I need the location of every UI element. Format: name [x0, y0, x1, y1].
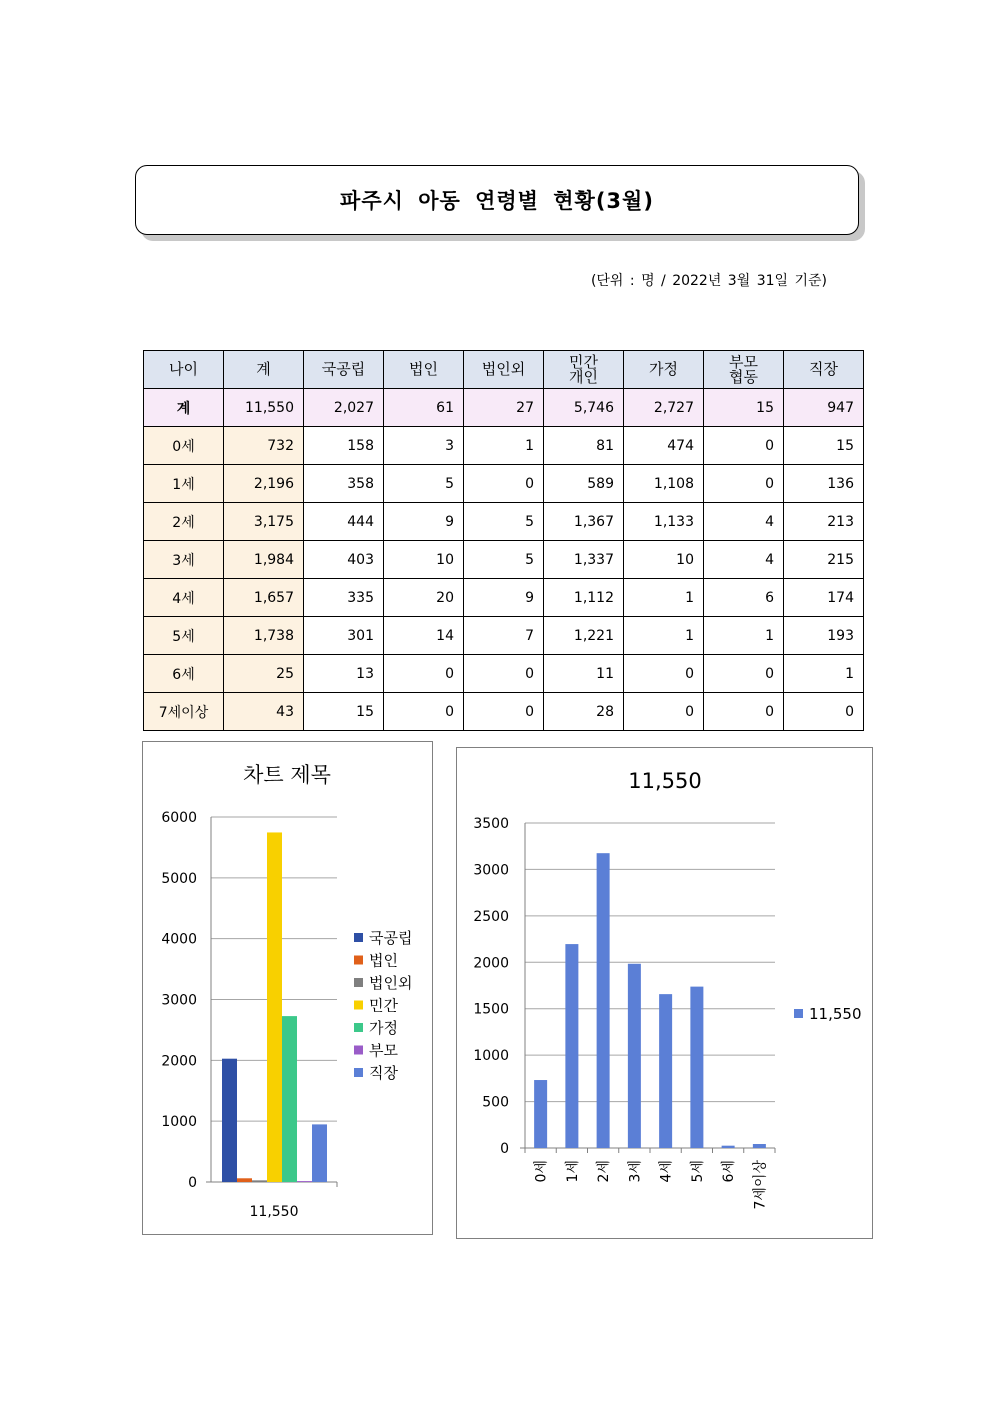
value-cell: 1,984 [224, 541, 304, 579]
bar-법인 [237, 1178, 252, 1182]
y-tick-label: 3000 [473, 862, 509, 879]
value-cell: 213 [784, 503, 864, 541]
value-cell: 1,221 [544, 617, 624, 655]
value-cell: 0 [464, 655, 544, 693]
value-cell: 1 [624, 617, 704, 655]
value-cell: 1,367 [544, 503, 624, 541]
legend-swatch [354, 1001, 363, 1010]
x-tick-label: 4세 [658, 1160, 675, 1183]
y-tick-label: 4000 [161, 931, 197, 948]
y-tick-label: 6000 [161, 810, 197, 826]
bar-부모 [297, 1181, 312, 1182]
y-tick-label: 3500 [473, 816, 509, 832]
age-cell: 4세 [144, 579, 224, 617]
age-cell: 계 [144, 389, 224, 427]
legend-label: 민간 [369, 996, 398, 1015]
age-distribution-chart-svg [457, 748, 872, 1238]
age-cell: 3세 [144, 541, 224, 579]
value-cell: 215 [784, 541, 864, 579]
y-tick-label: 5000 [161, 870, 197, 887]
bar-4세 [659, 994, 672, 1148]
legend-swatch [354, 933, 363, 942]
column-header: 국공립 [304, 351, 384, 389]
value-cell: 14 [384, 617, 464, 655]
y-tick-label: 3000 [161, 992, 197, 1009]
value-cell: 15 [704, 389, 784, 427]
value-cell: 15 [784, 427, 864, 465]
value-cell: 1,337 [544, 541, 624, 579]
legend-swatch [354, 1068, 363, 1077]
table-header-row [144, 351, 864, 389]
bar-2세 [597, 853, 610, 1148]
table-row [144, 541, 864, 579]
legend-label: 국공립 [369, 929, 413, 947]
column-header: 부모 협동 [704, 351, 784, 389]
column-header: 계 [224, 351, 304, 389]
x-tick-label: 11,550 [249, 1204, 299, 1220]
value-cell: 0 [704, 655, 784, 693]
value-cell: 5,746 [544, 389, 624, 427]
value-cell: 28 [544, 693, 624, 731]
legend-label: 11,550 [809, 1005, 862, 1023]
x-tick-label: 7세이상 [752, 1160, 769, 1210]
value-cell: 301 [304, 617, 384, 655]
value-cell: 9 [464, 579, 544, 617]
legend-label: 부모 [369, 1041, 398, 1060]
value-cell: 403 [304, 541, 384, 579]
bar-5세 [690, 987, 703, 1148]
value-cell: 0 [704, 427, 784, 465]
value-cell: 335 [304, 579, 384, 617]
value-cell: 5 [464, 541, 544, 579]
value-cell: 1,657 [224, 579, 304, 617]
value-cell: 1,108 [624, 465, 704, 503]
value-cell: 1,738 [224, 617, 304, 655]
value-cell: 1 [464, 427, 544, 465]
bar-직장 [312, 1124, 327, 1182]
provider-type-chart [142, 741, 433, 1235]
value-cell: 5 [384, 465, 464, 503]
value-cell: 2,027 [304, 389, 384, 427]
age-distribution-chart [456, 747, 873, 1239]
value-cell: 0 [784, 693, 864, 731]
age-cell: 6세 [144, 655, 224, 693]
column-header: 법인외 [464, 351, 544, 389]
legend-label: 법인 [369, 951, 398, 970]
legend-swatch [354, 978, 363, 987]
value-cell: 0 [624, 655, 704, 693]
unit-note: (단위 : 명 / 2022년 3월 31일 기준) [590, 273, 827, 289]
value-cell: 10 [624, 541, 704, 579]
bar-법인외 [252, 1180, 267, 1182]
value-cell: 1 [624, 579, 704, 617]
bar-1세 [565, 944, 578, 1148]
y-tick-label: 2000 [161, 1053, 197, 1070]
value-cell: 358 [304, 465, 384, 503]
bar-가정 [282, 1016, 297, 1182]
bar-3세 [628, 964, 641, 1148]
page-title: 파주시 아동 연령별 현황(3월) [340, 189, 654, 213]
value-cell: 1 [704, 617, 784, 655]
value-cell: 15 [304, 693, 384, 731]
value-cell: 0 [624, 693, 704, 731]
value-cell: 6 [704, 579, 784, 617]
value-cell: 732 [224, 427, 304, 465]
value-cell: 0 [384, 655, 464, 693]
x-tick-label: 6세 [721, 1160, 738, 1183]
value-cell: 136 [784, 465, 864, 503]
bar-국공립 [222, 1059, 237, 1182]
column-header: 가정 [624, 351, 704, 389]
value-cell: 7 [464, 617, 544, 655]
legend-swatch [354, 956, 363, 965]
value-cell: 5 [464, 503, 544, 541]
age-cell: 7세이상 [144, 693, 224, 731]
value-cell: 27 [464, 389, 544, 427]
value-cell: 20 [384, 579, 464, 617]
legend-label: 가정 [369, 1019, 398, 1037]
value-cell: 4 [704, 541, 784, 579]
legend-swatch [354, 1046, 363, 1055]
value-cell: 61 [384, 389, 464, 427]
column-header: 민간 개인 [544, 351, 624, 389]
value-cell: 4 [704, 503, 784, 541]
y-tick-label: 2500 [473, 908, 509, 925]
y-tick-label: 2000 [473, 955, 509, 972]
bar-7세이상 [753, 1144, 766, 1148]
value-cell: 3 [384, 427, 464, 465]
chart-title: 차트 제목 [243, 763, 331, 787]
value-cell: 11,550 [224, 389, 304, 427]
table-row [144, 389, 864, 427]
x-tick-label: 3세 [627, 1160, 644, 1183]
value-cell: 1,112 [544, 579, 624, 617]
value-cell: 589 [544, 465, 624, 503]
chart-title: 11,550 [628, 769, 702, 793]
y-tick-label: 1000 [161, 1114, 197, 1131]
table-row [144, 655, 864, 693]
value-cell: 193 [784, 617, 864, 655]
value-cell: 1 [784, 655, 864, 693]
value-cell: 0 [464, 693, 544, 731]
legend-swatch [794, 1009, 803, 1018]
value-cell: 81 [544, 427, 624, 465]
table-row [144, 693, 864, 731]
column-header: 나이 [144, 351, 224, 389]
y-tick-label: 1500 [473, 1001, 509, 1018]
x-tick-label: 1세 [564, 1160, 581, 1183]
y-tick-label: 0 [188, 1175, 197, 1191]
legend-swatch [354, 1023, 363, 1032]
table-row [144, 427, 864, 465]
bar-민간 [267, 832, 282, 1182]
y-tick-label: 0 [500, 1141, 509, 1157]
value-cell: 0 [704, 693, 784, 731]
value-cell: 1,133 [624, 503, 704, 541]
value-cell: 11 [544, 655, 624, 693]
x-tick-label: 0세 [533, 1160, 550, 1183]
value-cell: 0 [704, 465, 784, 503]
value-cell: 947 [784, 389, 864, 427]
column-header: 직장 [784, 351, 864, 389]
value-cell: 0 [464, 465, 544, 503]
age-stats-table [143, 350, 864, 731]
value-cell: 25 [224, 655, 304, 693]
y-tick-label: 500 [482, 1094, 509, 1111]
value-cell: 174 [784, 579, 864, 617]
value-cell: 474 [624, 427, 704, 465]
table-row [144, 617, 864, 655]
column-header: 법인 [384, 351, 464, 389]
x-tick-label: 2세 [596, 1160, 613, 1183]
table-row [144, 579, 864, 617]
table-row [144, 465, 864, 503]
title-box [135, 165, 859, 235]
age-cell: 0세 [144, 427, 224, 465]
value-cell: 444 [304, 503, 384, 541]
value-cell: 3,175 [224, 503, 304, 541]
x-tick-label: 5세 [689, 1160, 706, 1183]
value-cell: 2,196 [224, 465, 304, 503]
legend-label: 직장 [369, 1064, 398, 1082]
bar-0세 [534, 1080, 547, 1148]
age-cell: 2세 [144, 503, 224, 541]
value-cell: 9 [384, 503, 464, 541]
value-cell: 10 [384, 541, 464, 579]
value-cell: 13 [304, 655, 384, 693]
value-cell: 0 [384, 693, 464, 731]
age-cell: 5세 [144, 617, 224, 655]
value-cell: 2,727 [624, 389, 704, 427]
provider-type-chart-svg [143, 742, 432, 1234]
value-cell: 43 [224, 693, 304, 731]
table-row [144, 503, 864, 541]
value-cell: 158 [304, 427, 384, 465]
age-cell: 1세 [144, 465, 224, 503]
bar-6세 [722, 1146, 735, 1148]
legend-label: 법인외 [369, 974, 413, 992]
y-tick-label: 1000 [473, 1048, 509, 1065]
